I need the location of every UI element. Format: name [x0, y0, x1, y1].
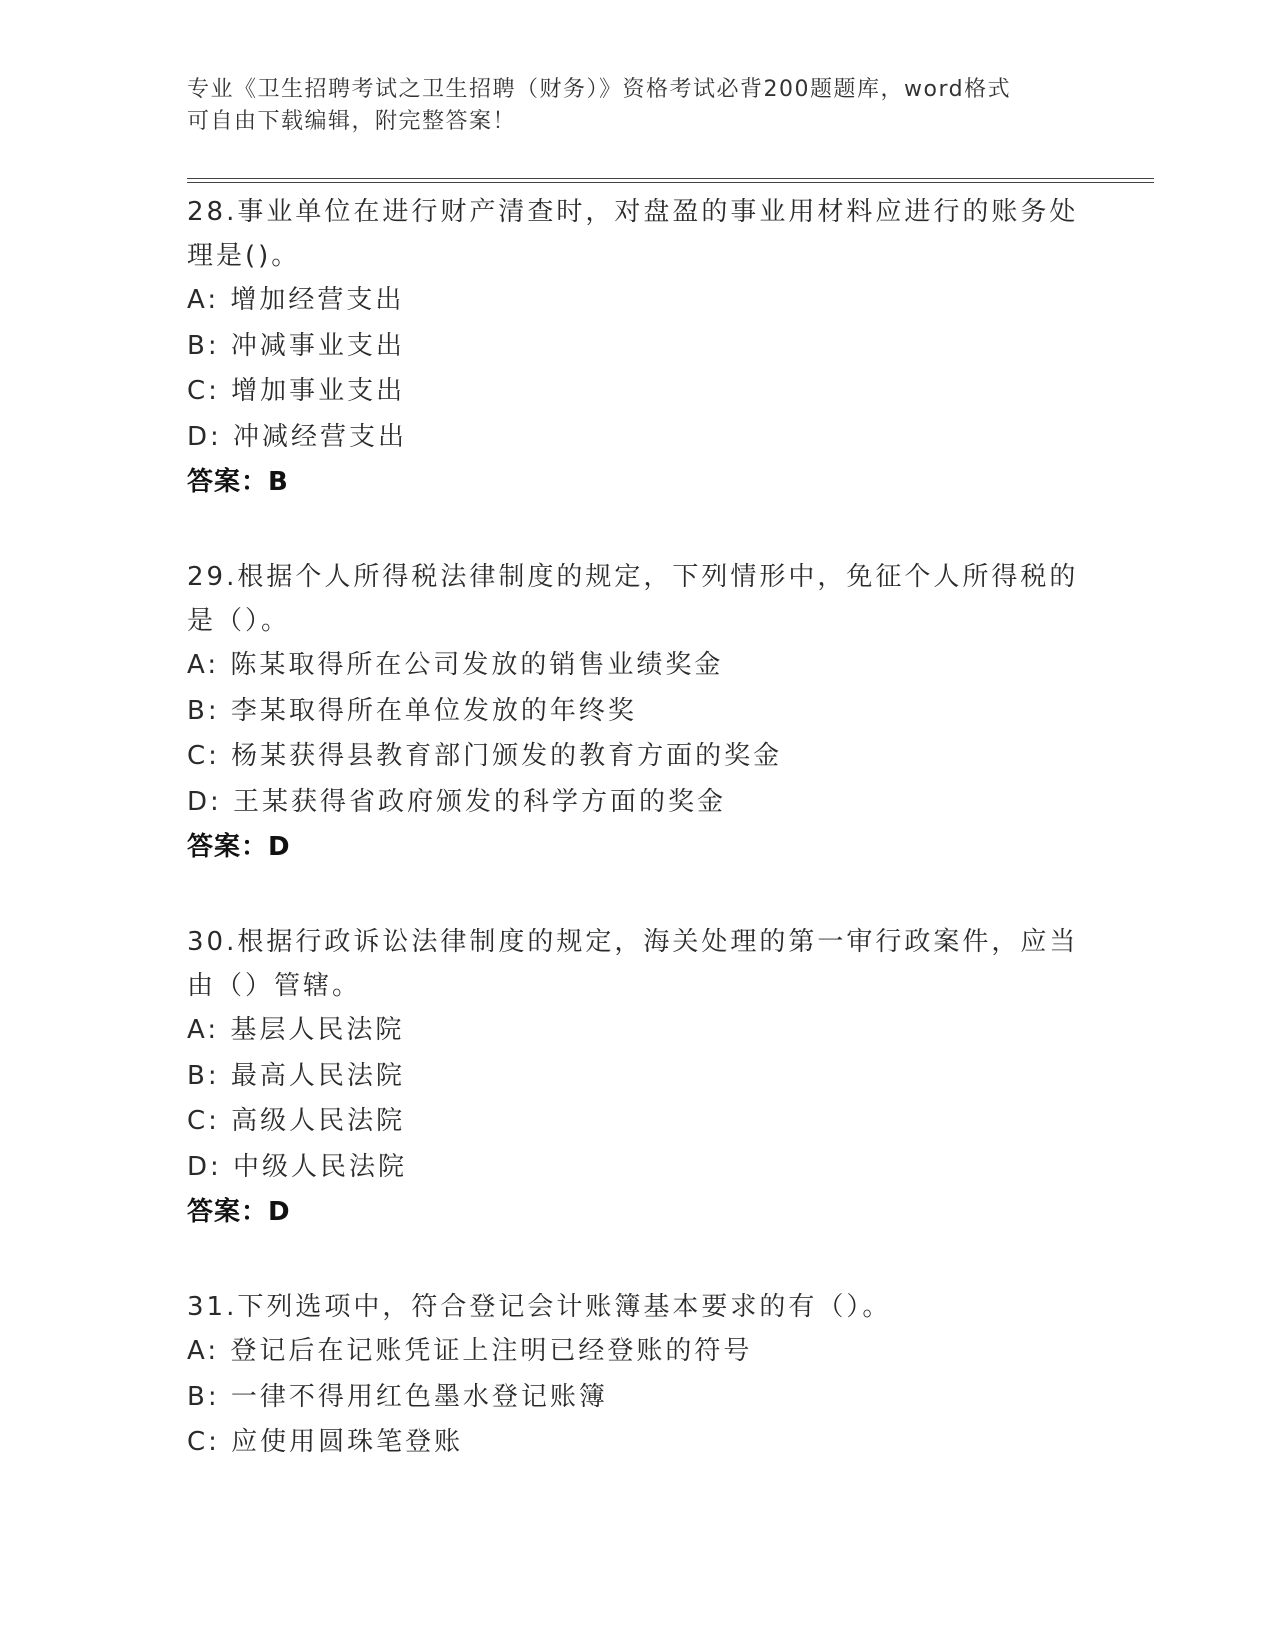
answer-label: 答案：D: [187, 1197, 291, 1227]
question-text: [187, 1285, 1087, 1329]
question-text-line: 28.事业单位在进行财产清查时，对盘盈的事业用材料应进行的账务处: [187, 197, 1079, 227]
header-line-1: 专业《卫生招聘考试之卫生招聘（财务）》资格考试必背200题题库，word格式: [187, 77, 1012, 102]
option-d: D: 王某获得省政府颁发的科学方面的奖金: [187, 786, 727, 817]
question-29: [187, 555, 1087, 870]
answer-label: 答案：B: [187, 467, 289, 497]
question-text: [187, 920, 1087, 1008]
question-text-line: 31.下列选项中，符合登记会计账簿基本要求的有（）。: [187, 1292, 892, 1322]
option-d: D: 中级人民法院: [187, 1151, 408, 1182]
question-text-line: 29.根据个人所得税法律制度的规定，下列情形中，免征个人所得税的: [187, 562, 1079, 592]
question-31: [187, 1285, 1087, 1466]
option-c: C: 杨某获得县教育部门颁发的教育方面的奖金: [187, 741, 783, 771]
header-line-2: 可自由下载编辑，附完整答案！: [187, 109, 517, 134]
option-b: B: 李某取得所在单位发放的年终奖: [187, 695, 637, 726]
option-a: A: 增加经营支出: [187, 285, 405, 315]
question-text: [187, 555, 1087, 643]
question-30: [187, 920, 1087, 1235]
option-a: A: 陈某取得所在公司发放的销售业绩奖金: [187, 650, 724, 680]
option-a: A: 基层人民法院: [187, 1015, 405, 1045]
option-d: D: 冲减经营支出: [187, 421, 408, 452]
option-a: A: 登记后在记账凭证上注明已经登账的符号: [187, 1336, 753, 1366]
option-c: C: 应使用圆珠笔登账: [187, 1427, 464, 1457]
header-divider-bottom: [187, 182, 1154, 183]
document-header: [187, 74, 1067, 138]
header-divider-top: [187, 178, 1154, 179]
option-c: C: 增加事业支出: [187, 376, 406, 406]
question-text-line: 是（）。: [187, 606, 291, 636]
question-text-line: 30.根据行政诉讼法律制度的规定，海关处理的第一审行政案件，应当: [187, 927, 1079, 957]
question-text-line: 由（）管辖。: [187, 971, 362, 1001]
option-b: B: 一律不得用红色墨水登记账簿: [187, 1381, 608, 1412]
question-28: [187, 190, 1087, 505]
option-c: C: 高级人民法院: [187, 1106, 406, 1136]
question-text: [187, 190, 1087, 278]
answer-label: 答案：D: [187, 832, 291, 862]
option-b: B: 冲减事业支出: [187, 330, 405, 361]
question-text-line: 理是()。: [187, 241, 301, 271]
option-b: B: 最高人民法院: [187, 1060, 405, 1091]
